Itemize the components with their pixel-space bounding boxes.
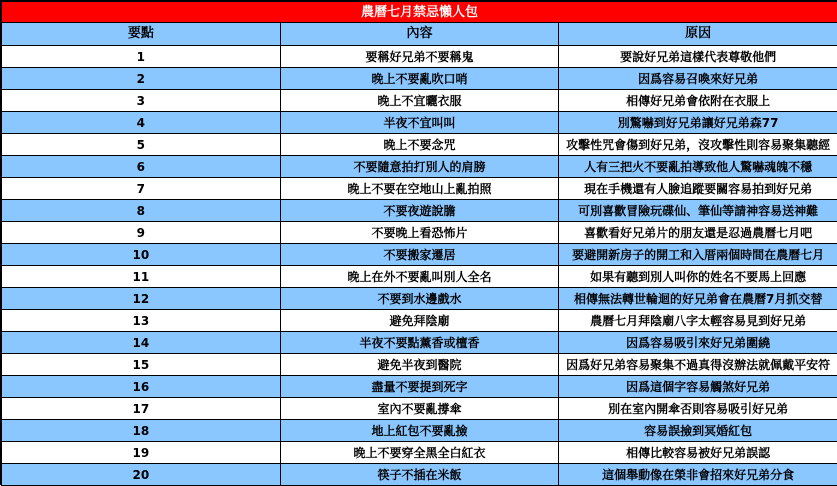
column-header-point: 要點 [2, 23, 281, 46]
row-number: 11 [2, 266, 281, 288]
row-reason: 這個舉動像在榮非會招來好兄弟分食 [559, 464, 837, 486]
column-header-reason: 原因 [559, 23, 837, 46]
row-number: 6 [2, 156, 281, 178]
table-row [2, 310, 837, 332]
table-row [2, 376, 837, 398]
row-reason: 現在手機還有人臉追蹤要關容易拍到好兄弟 [559, 178, 837, 200]
row-number: 12 [2, 288, 281, 310]
column-header-content: 內容 [280, 23, 559, 46]
row-number: 2 [2, 68, 281, 90]
row-content: 晚上不要在空地山上亂拍照 [280, 178, 559, 200]
table-row [2, 354, 837, 376]
row-reason: 因爲好兄弟容易聚集不過真得沒辦法就佩戴平安符 [559, 354, 837, 376]
table-row [2, 420, 837, 442]
row-reason: 容易誤撿到冥婚紅包 [559, 420, 837, 442]
row-content: 不要隨意拍打別人的肩膀 [280, 156, 559, 178]
row-reason: 喜歡看好兄弟片的朋友還是忍過農曆七月吧 [559, 222, 837, 244]
row-content: 避免拜陰廟 [280, 310, 559, 332]
row-content: 晚上不要念咒 [280, 134, 559, 156]
row-content: 晚上在外不要亂叫別人全名 [280, 266, 559, 288]
row-number: 8 [2, 200, 281, 222]
table-row [2, 464, 837, 486]
taboo-table [1, 1, 837, 486]
table-row [2, 178, 837, 200]
row-content: 盡量不要提到死字 [280, 376, 559, 398]
row-number: 16 [2, 376, 281, 398]
row-number: 17 [2, 398, 281, 420]
table-row [2, 222, 837, 244]
row-content: 不要夜遊說膽 [280, 200, 559, 222]
row-number: 18 [2, 420, 281, 442]
table-row [2, 134, 837, 156]
table-header-row [2, 23, 837, 46]
row-number: 4 [2, 112, 281, 134]
row-reason: 攻擊性咒會傷到好兄弟，沒攻擊性則容易聚集聽經 [559, 134, 837, 156]
row-content: 半夜不宜叫叫 [280, 112, 559, 134]
row-reason: 要避開新房子的開工和入厝兩個時間在農曆七月 [559, 244, 837, 266]
table-title-row [2, 2, 837, 23]
table-row [2, 46, 837, 68]
row-reason: 因爲容易吸引來好兄弟圍繞 [559, 332, 837, 354]
row-content: 晚上不要穿全黑全白紅衣 [280, 442, 559, 464]
page-title: 農曆七月禁忌懶人包 [2, 2, 837, 23]
table-row [2, 332, 837, 354]
row-reason: 人有三把火不要亂拍導致他人驚嚇魂魄不穩 [559, 156, 837, 178]
table-row [2, 244, 837, 266]
row-reason: 因爲這個字容易觸煞好兄弟 [559, 376, 837, 398]
row-number: 9 [2, 222, 281, 244]
row-reason: 別驚嚇到好兄弟讓好兄弟森77 [559, 112, 837, 134]
row-reason: 相傳好兄弟會依附在衣服上 [559, 90, 837, 112]
row-reason: 要說好兄弟這樣代表尊敬他們 [559, 46, 837, 68]
row-number: 10 [2, 244, 281, 266]
row-number: 20 [2, 464, 281, 486]
row-reason: 相傳比較容易被好兄弟誤認 [559, 442, 837, 464]
row-content: 筷子不插在米飯 [280, 464, 559, 486]
row-reason: 可別喜歡冒險玩碟仙、筆仙等請神容易送神難 [559, 200, 837, 222]
row-number: 13 [2, 310, 281, 332]
row-content: 不要晚上看恐怖片 [280, 222, 559, 244]
table-row [2, 398, 837, 420]
row-number: 7 [2, 178, 281, 200]
row-content: 晚上不宜曬衣服 [280, 90, 559, 112]
row-reason: 農曆七月拜陰廟八字太輕容易見到好兄弟 [559, 310, 837, 332]
row-content: 不要到水邊戲水 [280, 288, 559, 310]
row-content: 半夜不要點薰香或檀香 [280, 332, 559, 354]
row-number: 14 [2, 332, 281, 354]
row-number: 5 [2, 134, 281, 156]
table-row [2, 200, 837, 222]
row-reason: 相傳無法轉世輪迴的好兄弟會在農曆7月抓交替 [559, 288, 837, 310]
table-row [2, 442, 837, 464]
row-reason: 別在室內開傘否則容易吸引好兄弟 [559, 398, 837, 420]
table-row [2, 90, 837, 112]
row-number: 3 [2, 90, 281, 112]
table-row [2, 266, 837, 288]
row-reason: 如果有聽到別人叫你的姓名不要馬上回應 [559, 266, 837, 288]
row-content: 室內不要亂撐傘 [280, 398, 559, 420]
row-number: 15 [2, 354, 281, 376]
row-number: 1 [2, 46, 281, 68]
row-content: 晚上不要亂吹口哨 [280, 68, 559, 90]
table-row [2, 68, 837, 90]
table-row [2, 288, 837, 310]
table-body [2, 2, 837, 486]
table-row [2, 112, 837, 134]
row-content: 不要搬家遷居 [280, 244, 559, 266]
table-row [2, 156, 837, 178]
row-content: 避免半夜到醫院 [280, 354, 559, 376]
row-content: 地上紅包不要亂撿 [280, 420, 559, 442]
row-content: 要稱好兄弟不要稱鬼 [280, 46, 559, 68]
row-number: 19 [2, 442, 281, 464]
row-reason: 因爲容易召喚來好兄弟 [559, 68, 837, 90]
